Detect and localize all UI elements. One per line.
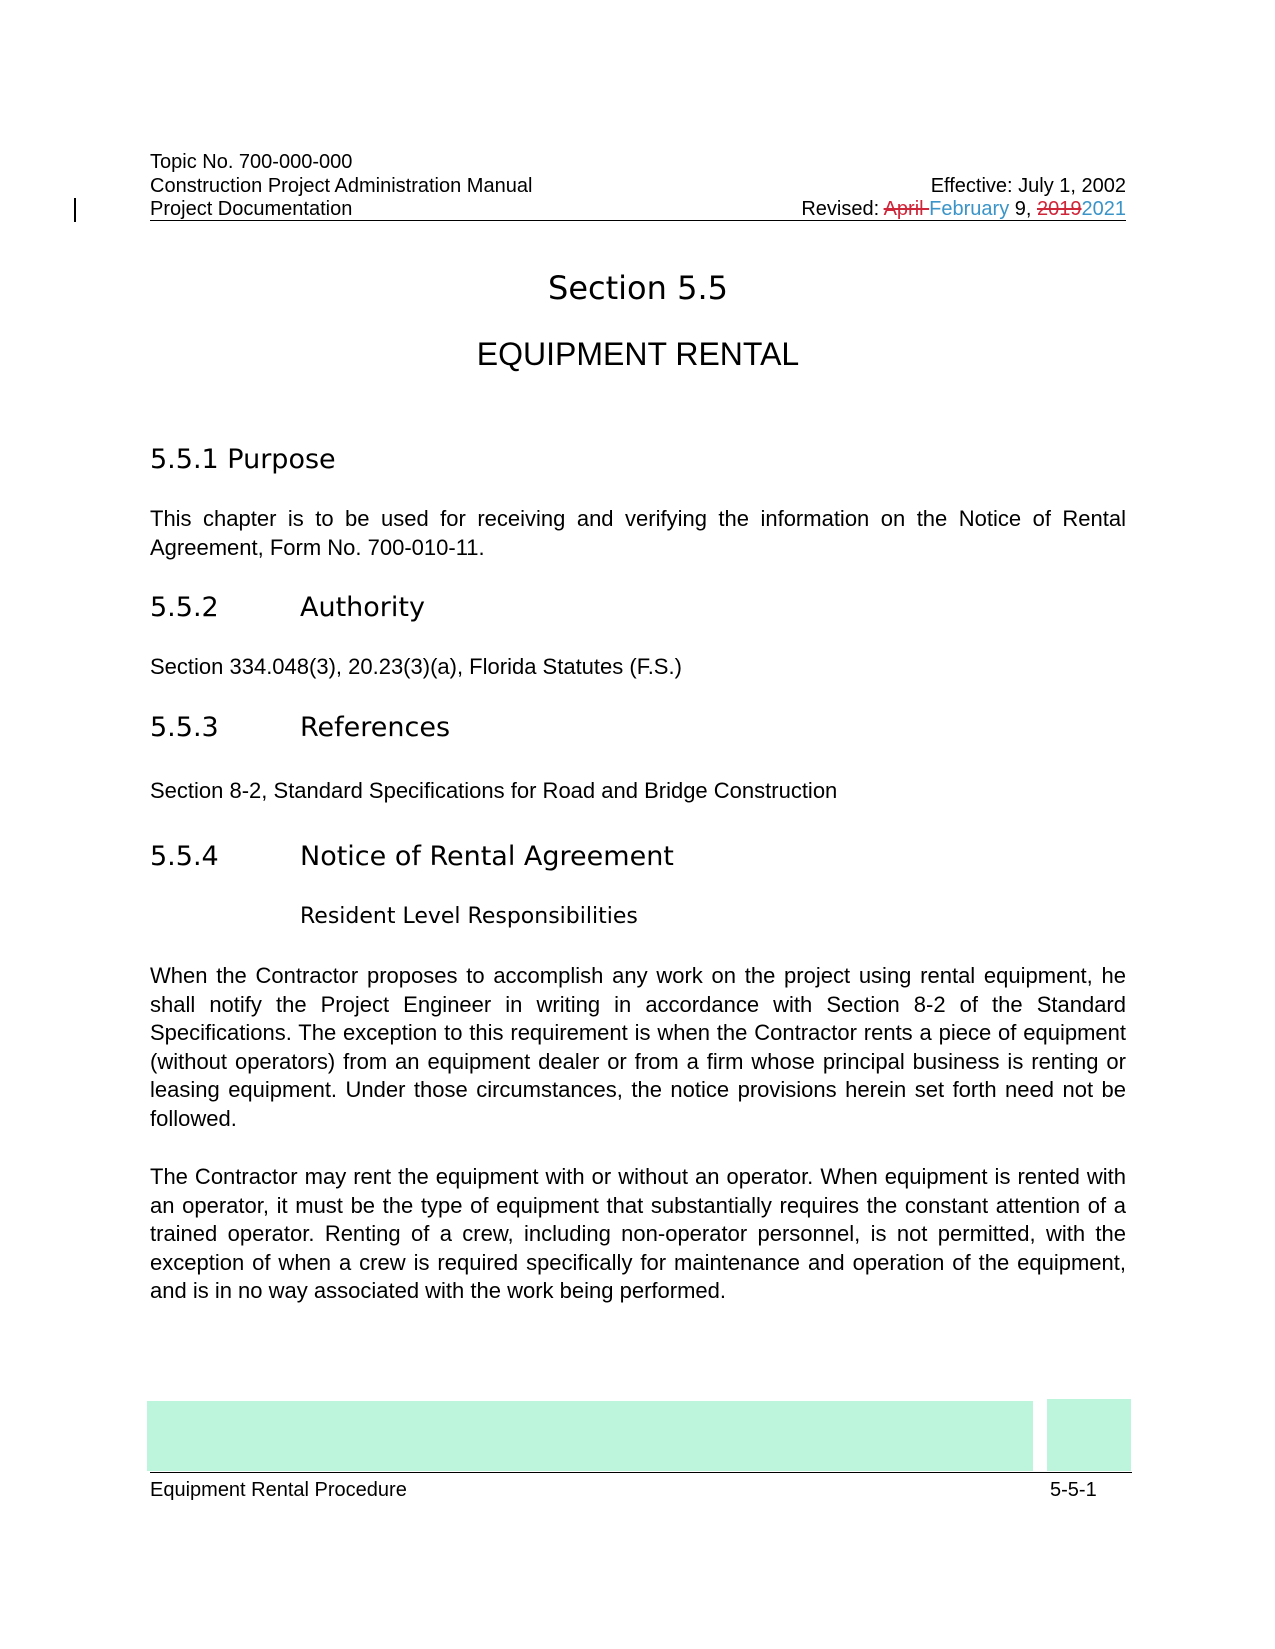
references-title: References [300,712,451,743]
references-text: Section 8-2, Standard Specifications for Road and Bridge Construction [150,778,838,803]
subheading-resident-responsibilities: Resident Level Responsibilities [300,904,638,929]
notice-paragraph-1: When the Contractor proposes to accomplish any work on the project using rental equipment, he shall notify the Project Engineer in writing in accordance with Section 8-2 of the Standard Specifications. The exception to this requirement is when the Contractor rents a piece of equipment (without operators) from an equipment dealer or from a firm whose principal business is renting or leasing equipment. Under those circumstances, the notice provisions herein set forth need not be followed. [150,963,1126,1131]
header-row-topic [150,150,1126,174]
authority-number: 5.5.2 [150,592,219,623]
authority-text: Section 334.048(3), 20.23(3)(a), Florida Statutes (F.S.) [150,654,682,679]
heading-authority [150,591,425,625]
revised-date [801,198,1126,220]
effective-date: Effective: July 1, 2002 [930,175,1126,197]
heading-references [150,711,450,745]
header-row-manual [150,174,1126,198]
revised-month-deleted: April [883,198,930,220]
footer-title: Equipment Rental Procedure [150,1479,407,1501]
authority-title: Authority [300,592,425,623]
footer-highlight-band [147,1401,1033,1471]
notice-number: 5.5.4 [150,841,219,872]
revised-month-inserted: February [929,198,1010,220]
section-title: EQUIPMENT RENTAL [476,336,800,372]
section-number: Section 5.5 [548,269,728,307]
page-number: 5-5-1 [1050,1479,1097,1501]
purpose-text: This chapter is to be used for receiving and verifying the information on the Notice of Rental Agreement, Form No. 700-010-11. [150,506,1126,560]
notice-paragraph-2: The Contractor may rent the equipment with or without an operator. When equipment is rented with an operator, it must be the type of equipment that substantially requires the constant attention of a trained operator. Renting of a crew, including non-operator personnel, is not permitted, with the exception of when a crew is required specifically for maintenance and operation of the equipment, and is in no way associated with the work being performed. [150,1164,1126,1303]
topic-number: Topic No. 700-000-000 [150,151,353,173]
header-row-chapter [150,198,1126,221]
manual-title: Construction Project Administration Manual [150,175,533,197]
footer-highlight-band-right [1047,1399,1131,1471]
revision-change-bar [74,198,76,222]
chapter-title: Project Documentation [150,198,353,220]
page-header [150,150,1126,221]
revised-day: 9, [1009,198,1037,220]
revised-year-inserted: 2021 [1081,198,1126,220]
revised-label: Revised: [801,198,884,220]
heading-purpose: 5.5.1 Purpose [150,444,336,475]
references-number: 5.5.3 [150,712,219,743]
heading-notice [150,840,674,874]
revised-year-deleted: 2019 [1037,198,1082,220]
footer-rule [150,1472,1132,1473]
notice-title: Notice of Rental Agreement [300,841,674,872]
